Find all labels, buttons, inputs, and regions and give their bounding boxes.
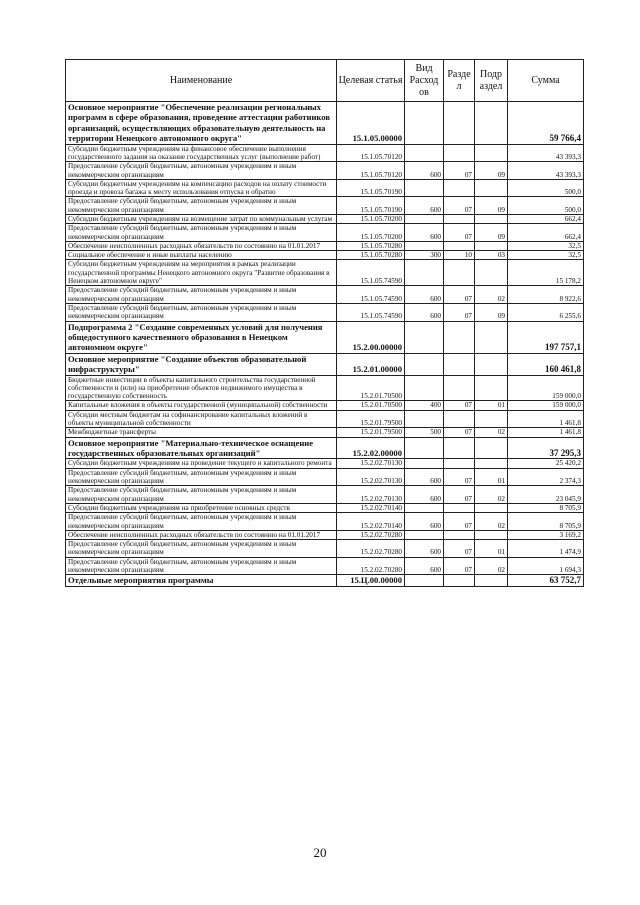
table-row <box>66 428 584 437</box>
row-subsection <box>475 375 508 401</box>
header-name: Наименование <box>66 60 337 102</box>
row-sum: 500,0 <box>508 179 584 197</box>
row-code: 15.1.05.70200 <box>337 224 405 242</box>
row-section: 10 <box>444 251 475 260</box>
table-row <box>66 353 584 375</box>
table-row <box>66 197 584 215</box>
row-name: Бюджетные инвестиции в объекты капитального строительства государственной собственности и (или) на приобретение объектов недвижимого имущества в государственную собственность <box>66 375 337 401</box>
row-subsection: 01 <box>475 468 508 486</box>
row-sum: 15 178,2 <box>508 260 584 286</box>
row-subsection <box>475 321 508 353</box>
row-name: Основное мероприятие "Обеспечение реализации региональных программ в сфере образования, проведение аттестации работников организаций, осуществляющих образовательную деятельность на территории Ненецкого автономного округа" <box>66 102 337 145</box>
row-code: 15.2.02.70140 <box>337 513 405 531</box>
row-expense-type <box>405 144 444 162</box>
row-subsection <box>475 530 508 539</box>
row-sum: 159 000,0 <box>508 401 584 410</box>
row-section <box>444 375 475 401</box>
row-section: 07 <box>444 557 475 575</box>
row-subsection <box>475 353 508 375</box>
row-expense-type: 600 <box>405 162 444 180</box>
table-row <box>66 375 584 401</box>
row-section <box>444 260 475 286</box>
row-expense-type: 600 <box>405 513 444 531</box>
row-sum: 3 169,2 <box>508 530 584 539</box>
row-sum: 23 045,9 <box>508 486 584 504</box>
row-subsection: 09 <box>475 162 508 180</box>
header-code: Целевая статья <box>337 60 405 102</box>
row-code: 15.1.05.70280 <box>337 241 405 250</box>
row-expense-type: 600 <box>405 286 444 304</box>
row-expense-type <box>405 260 444 286</box>
row-name: Предоставление субсидий бюджетным, автономным учреждениям и иным некоммерческим организациям <box>66 557 337 575</box>
row-section <box>444 144 475 162</box>
header-vr: Вид Расход ов <box>405 60 444 102</box>
row-subsection: 09 <box>475 197 508 215</box>
row-code: 15.1.05.74590 <box>337 303 405 321</box>
row-section <box>444 179 475 197</box>
row-subsection: 03 <box>475 251 508 260</box>
row-name: Подпрограмма 2 "Создание современных условий для получения общедоступного качественного образования в Ненецком автономном округе" <box>66 321 337 353</box>
table-row <box>66 241 584 250</box>
row-expense-type <box>405 353 444 375</box>
row-subsection <box>475 503 508 512</box>
row-code: 15.2.02.70130 <box>337 459 405 468</box>
row-subsection <box>475 459 508 468</box>
row-name: Обеспечение неисполненных расходных обязательств по состоянию на 01.01.2017 <box>66 530 337 539</box>
row-subsection <box>475 144 508 162</box>
row-section <box>444 575 475 586</box>
row-name: Предоставление субсидий бюджетным, автономным учреждениям и иным некоммерческим организациям <box>66 162 337 180</box>
row-section: 07 <box>444 428 475 437</box>
row-section: 07 <box>444 401 475 410</box>
row-sum: 662,4 <box>508 224 584 242</box>
table-row <box>66 215 584 224</box>
row-subsection: 02 <box>475 513 508 531</box>
row-name: Субсидии бюджетным учреждениям на компенсацию расходов на оплату стоимости проезда и провоза багажа к месту использования отпуска и обратно <box>66 179 337 197</box>
row-sum: 8 922,6 <box>508 286 584 304</box>
row-expense-type <box>405 215 444 224</box>
row-sum: 37 295,3 <box>508 437 584 459</box>
row-section: 07 <box>444 303 475 321</box>
row-section <box>444 530 475 539</box>
row-section <box>444 410 475 428</box>
row-section: 07 <box>444 513 475 531</box>
row-subsection <box>475 575 508 586</box>
row-name: Предоставление субсидий бюджетным, автономным учреждениям и иным некоммерческим организациям <box>66 224 337 242</box>
row-sum: 8 705,9 <box>508 503 584 512</box>
row-subsection <box>475 437 508 459</box>
row-subsection <box>475 215 508 224</box>
row-name: Социальное обеспечение и иные выплаты населению <box>66 251 337 260</box>
table-row <box>66 286 584 304</box>
row-expense-type <box>405 321 444 353</box>
row-sum: 1 694,3 <box>508 557 584 575</box>
row-section <box>444 503 475 512</box>
row-subsection: 09 <box>475 303 508 321</box>
row-section <box>444 437 475 459</box>
row-sum: 662,4 <box>508 215 584 224</box>
header-rz: Разде л <box>444 60 475 102</box>
row-code: 15.1.05.74590 <box>337 286 405 304</box>
row-sum: 6 255,6 <box>508 303 584 321</box>
table-row <box>66 437 584 459</box>
row-sum: 500,0 <box>508 197 584 215</box>
row-expense-type: 600 <box>405 557 444 575</box>
row-code: 15.2.02.70140 <box>337 503 405 512</box>
table-row <box>66 468 584 486</box>
row-sum: 1 461,8 <box>508 410 584 428</box>
row-subsection: 01 <box>475 540 508 558</box>
row-code: 15.2.01.70500 <box>337 401 405 410</box>
table-row <box>66 260 584 286</box>
row-code: 15.2.02.70130 <box>337 486 405 504</box>
row-expense-type <box>405 179 444 197</box>
row-expense-type: 600 <box>405 224 444 242</box>
row-sum: 2 374,3 <box>508 468 584 486</box>
row-subsection: 02 <box>475 486 508 504</box>
row-sum: 160 461,8 <box>508 353 584 375</box>
row-subsection: 02 <box>475 286 508 304</box>
row-expense-type <box>405 410 444 428</box>
header-pr: Подр аздел <box>475 60 508 102</box>
table-body <box>66 102 584 587</box>
row-sum: 32,5 <box>508 241 584 250</box>
row-name: Субсидии бюджетным учреждениям на приобретение основных средств <box>66 503 337 512</box>
row-expense-type <box>405 375 444 401</box>
table-row <box>66 303 584 321</box>
row-name: Предоставление субсидий бюджетным, автономным учреждениям и иным некоммерческим организациям <box>66 468 337 486</box>
table-row <box>66 102 584 145</box>
row-section: 07 <box>444 162 475 180</box>
row-name: Субсидии бюджетным учреждениям на финансовое обеспечение выполнения государственного задания на оказание государственных услуг (выполнение работ) <box>66 144 337 162</box>
row-name: Субсидии местным бюджетам на софинансирование капитальных вложений в объекты муниципальной собственности <box>66 410 337 428</box>
row-expense-type <box>405 241 444 250</box>
row-code: 15.2.01.70500 <box>337 375 405 401</box>
table-row <box>66 224 584 242</box>
row-name: Капитальные вложения в объекты государственной (муниципальной) собственности <box>66 401 337 410</box>
row-sum: 63 752,7 <box>508 575 584 586</box>
row-sum: 159 000,0 <box>508 375 584 401</box>
row-code: 15.2.02.70280 <box>337 530 405 539</box>
row-sum: 8 705,9 <box>508 513 584 531</box>
row-sum: 43 393,3 <box>508 144 584 162</box>
row-subsection <box>475 102 508 145</box>
header-sum: Сумма <box>508 60 584 102</box>
row-code: 15.1.05.74590 <box>337 260 405 286</box>
row-code: 15.2.02.00000 <box>337 437 405 459</box>
row-subsection <box>475 260 508 286</box>
row-subsection: 02 <box>475 557 508 575</box>
table-row <box>66 321 584 353</box>
row-section: 07 <box>444 468 475 486</box>
row-code: 15.1.05.70200 <box>337 215 405 224</box>
row-name: Отдельные мероприятия программы <box>66 575 337 586</box>
row-code: 15.2.01.79500 <box>337 428 405 437</box>
row-section: 07 <box>444 286 475 304</box>
row-expense-type <box>405 503 444 512</box>
row-name: Межбюджетные трансферты <box>66 428 337 437</box>
row-expense-type: 600 <box>405 303 444 321</box>
row-section: 07 <box>444 224 475 242</box>
row-name: Предоставление субсидий бюджетным, автономным учреждениям и иным некоммерческим организациям <box>66 286 337 304</box>
row-code: 15.1.05.70120 <box>337 144 405 162</box>
row-subsection <box>475 179 508 197</box>
row-section <box>444 459 475 468</box>
row-subsection <box>475 241 508 250</box>
row-code: 15.1.05.70120 <box>337 162 405 180</box>
table-row <box>66 410 584 428</box>
row-section <box>444 215 475 224</box>
row-expense-type <box>405 102 444 145</box>
row-sum: 25 420,2 <box>508 459 584 468</box>
row-section <box>444 102 475 145</box>
row-code: 15.1.05.00000 <box>337 102 405 145</box>
page-number: 20 <box>313 845 327 860</box>
row-expense-type: 600 <box>405 540 444 558</box>
row-expense-type: 300 <box>405 251 444 260</box>
row-sum: 43 393,3 <box>508 162 584 180</box>
row-sum: 1 461,8 <box>508 428 584 437</box>
table-row <box>66 251 584 260</box>
row-subsection <box>475 410 508 428</box>
row-code: 15.1.05.70280 <box>337 251 405 260</box>
row-name: Обеспечение неисполненных расходных обязательств по состоянию на 01.01.2017 <box>66 241 337 250</box>
row-sum: 59 766,4 <box>508 102 584 145</box>
row-section <box>444 353 475 375</box>
row-name: Основное мероприятие "Материально-техническое оснащение государственных образовательных организаций" <box>66 437 337 459</box>
row-code: 15.1.05.70190 <box>337 179 405 197</box>
row-code: 15.2.01.00000 <box>337 353 405 375</box>
row-section <box>444 321 475 353</box>
row-code: 15.2.00.00000 <box>337 321 405 353</box>
row-expense-type <box>405 575 444 586</box>
table-row <box>66 530 584 539</box>
row-section: 07 <box>444 486 475 504</box>
table-row <box>66 503 584 512</box>
table-row <box>66 162 584 180</box>
row-name: Предоставление субсидий бюджетным, автономным учреждениям и иным некоммерческим организациям <box>66 513 337 531</box>
table-row <box>66 179 584 197</box>
table-row <box>66 575 584 586</box>
row-code: 15.Ц.00.00000 <box>337 575 405 586</box>
row-name: Предоставление субсидий бюджетным, автономным учреждениям и иным некоммерческим организациям <box>66 197 337 215</box>
row-expense-type: 500 <box>405 428 444 437</box>
row-code: 15.2.02.70130 <box>337 468 405 486</box>
table-row <box>66 557 584 575</box>
row-subsection: 01 <box>475 401 508 410</box>
row-expense-type <box>405 459 444 468</box>
row-expense-type: 600 <box>405 486 444 504</box>
table-row <box>66 401 584 410</box>
budget-table <box>65 59 584 587</box>
table-row <box>66 486 584 504</box>
row-name: Предоставление субсидий бюджетным, автономным учреждениям и иным некоммерческим организациям <box>66 540 337 558</box>
row-name: Субсидии бюджетным учреждениям на проведение текущего и капитального ремонта <box>66 459 337 468</box>
row-sum: 197 757,1 <box>508 321 584 353</box>
row-expense-type <box>405 530 444 539</box>
row-name: Субсидии бюджетным учреждениям на возмещение затрат по коммунальным услугам <box>66 215 337 224</box>
row-name: Субсидии бюджетным учреждениям на мероприятия в рамках реализации государственной программы Ненецкого автономного округа "Развитие образования в Ненецком автономном округе" <box>66 260 337 286</box>
table-row <box>66 540 584 558</box>
table-row <box>66 459 584 468</box>
row-expense-type <box>405 437 444 459</box>
row-name: Основное мероприятие "Создание объектов образовательной инфраструктуры" <box>66 353 337 375</box>
row-name: Предоставление субсидий бюджетным, автономным учреждениям и иным некоммерческим организациям <box>66 486 337 504</box>
row-expense-type: 600 <box>405 197 444 215</box>
row-code: 15.2.02.70280 <box>337 557 405 575</box>
row-code: 15.2.01.79500 <box>337 410 405 428</box>
row-section: 07 <box>444 540 475 558</box>
row-expense-type: 400 <box>405 401 444 410</box>
row-code: 15.1.05.70190 <box>337 197 405 215</box>
row-name: Предоставление субсидий бюджетным, автономным учреждениям и иным некоммерческим организациям <box>66 303 337 321</box>
row-subsection: 09 <box>475 224 508 242</box>
row-code: 15.2.02.70280 <box>337 540 405 558</box>
row-subsection: 02 <box>475 428 508 437</box>
row-expense-type: 600 <box>405 468 444 486</box>
row-section: 07 <box>444 197 475 215</box>
table-header <box>66 60 584 102</box>
row-sum: 32,5 <box>508 251 584 260</box>
row-sum: 1 474,9 <box>508 540 584 558</box>
table-row <box>66 513 584 531</box>
row-section <box>444 241 475 250</box>
table-row <box>66 144 584 162</box>
